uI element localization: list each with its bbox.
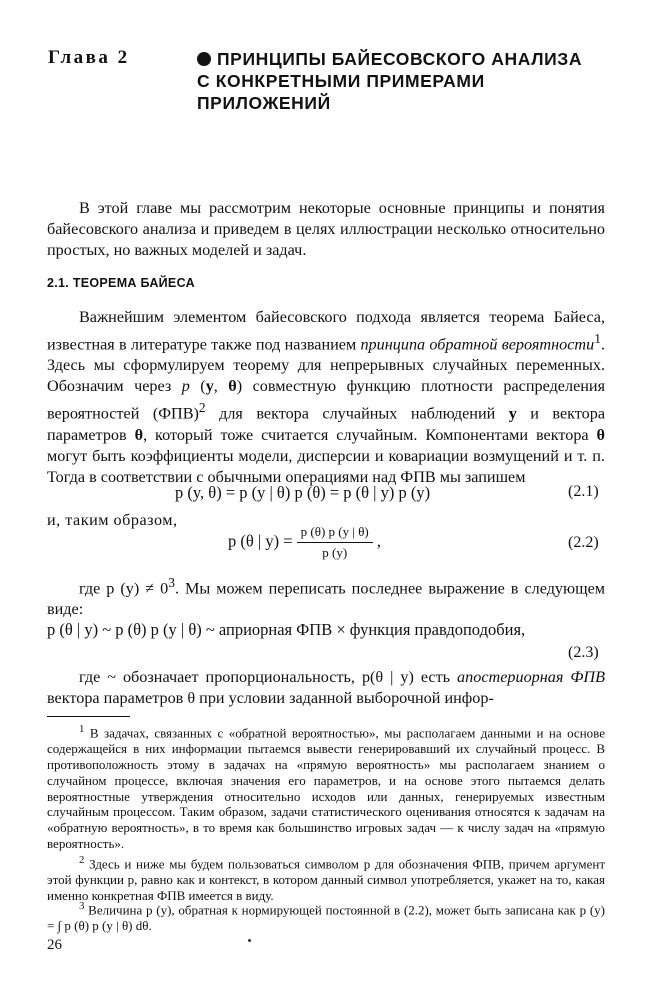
- chapter-title: [197, 48, 617, 114]
- fraction-denominator: p (y): [322, 545, 348, 560]
- rewrite-paragraph: где p $(y) \ne 0^3$. Мы можем переписать последнее выражение в следующем виде:: [47, 575, 606, 619]
- eq-2-2-lhs: p (θ | y) =: [228, 531, 293, 551]
- chapter-title-line-1: ПРИНЦИПЫ БАЙЕСОВСКОГО АНАЛИЗА: [217, 49, 583, 69]
- posterior-paragraph: где ~ обозначает пропорциональность, p(θ | y) есть апостериорная ФПВ вектора параметров θ при условии заданной выборочной инфор-: [47, 668, 605, 707]
- and-thus-text: и, таким образом,: [47, 511, 178, 529]
- equation-2-1: p (y, θ) = p (y | θ) p (θ) = p (θ | y) p (y): [175, 483, 431, 502]
- intro-paragraph: В этой главе мы рассмотрим некоторые основные принципы и понятия байесовского анализа и приведем в целях иллюстрации несколько относительно простых, но важных моделей и задач.: [47, 199, 605, 259]
- bullet-icon: [197, 52, 211, 66]
- equation-number-2-2: (2.2): [568, 534, 599, 551]
- footnote-2: $^2$ Здесь и ниже мы будем пользоваться символом p для обозначения ФПВ, причем аргумент этой функции p, равно как и контекст, в котором данный символ употребляется, укажет на то, какая именно конкретная ФПВ имеется в виду.: [47, 854, 606, 903]
- fraction-numerator: p (θ) p (y | θ): [297, 524, 373, 543]
- footnote-3: $^3$ Величина p (y), обратная к нормирующей постоянной в (2.2), может быть записана как p (y) = ∫ p (θ) p (y | θ) dθ.: [47, 900, 606, 934]
- eq-2-2-comma: ,: [376, 531, 382, 551]
- chapter-title-line-3: ПРИЛОЖЕНИЙ: [197, 93, 331, 113]
- chapter-title-line-2: С КОНКРЕТНЫМИ ПРИМЕРАМИ: [197, 71, 485, 91]
- page-number: 26: [47, 937, 62, 953]
- chapter-label: Глава 2: [48, 47, 130, 68]
- section-heading: 2.1. ТЕОРЕМА БАЙЕСА: [47, 276, 195, 290]
- footnote-1: $^1$ В задачах, связанных с «обратной вероятностью», мы располагаем данными и на основе содержащейся в них информации пытаемся вывести генерировавший их случайный процесс. В противоположность этому в задачах на «прямую вероятность» мы располагаем знанием о случайном процессе, включая значения его параметров, и на основе этого пытаемся делать вероятностные утверждения относительно исходов или данных, генерируемых известным случайным процессом. Таким образом, задачи статистического оценивания относятся к задачам на «обратную вероятность», в то время как большинство игровых задач — к числу задач на «прямую вероятность».: [47, 723, 605, 851]
- bayes-paragraph: Важнейшим элементом байесовского подхода является теорема Байеса, известная в литературе также под названием принципа обратной вероятности$^1$. Здесь мы сформулируем теорему для непрерывных случайных переменных. Обозначим через p (y, θ) совместную функцию плотности распределения вероятностей (ФПВ)$^2$ для вектора случайных наблюдений y и вектора параметров θ, который тоже считается случайным. Компонентами вектора θ могут быть коэффициенты модели, дисперсии и ковариации возмущений и т. п. Тогда в соответствии с обычными операциями над ФПВ мы запишем: [47, 308, 606, 486]
- equation-2-3: p (θ | y) ~ p (θ) p (y | θ) ~ априорная ФПВ × функция правдоподобия,: [47, 620, 526, 639]
- scan-dot: [248, 939, 251, 942]
- footnote-rule: [47, 716, 130, 717]
- equation-number-2-3: (2.3): [568, 644, 599, 661]
- equation-number-2-1: (2.1): [568, 483, 599, 500]
- fraction: [297, 524, 373, 561]
- equation-2-2: [228, 524, 381, 561]
